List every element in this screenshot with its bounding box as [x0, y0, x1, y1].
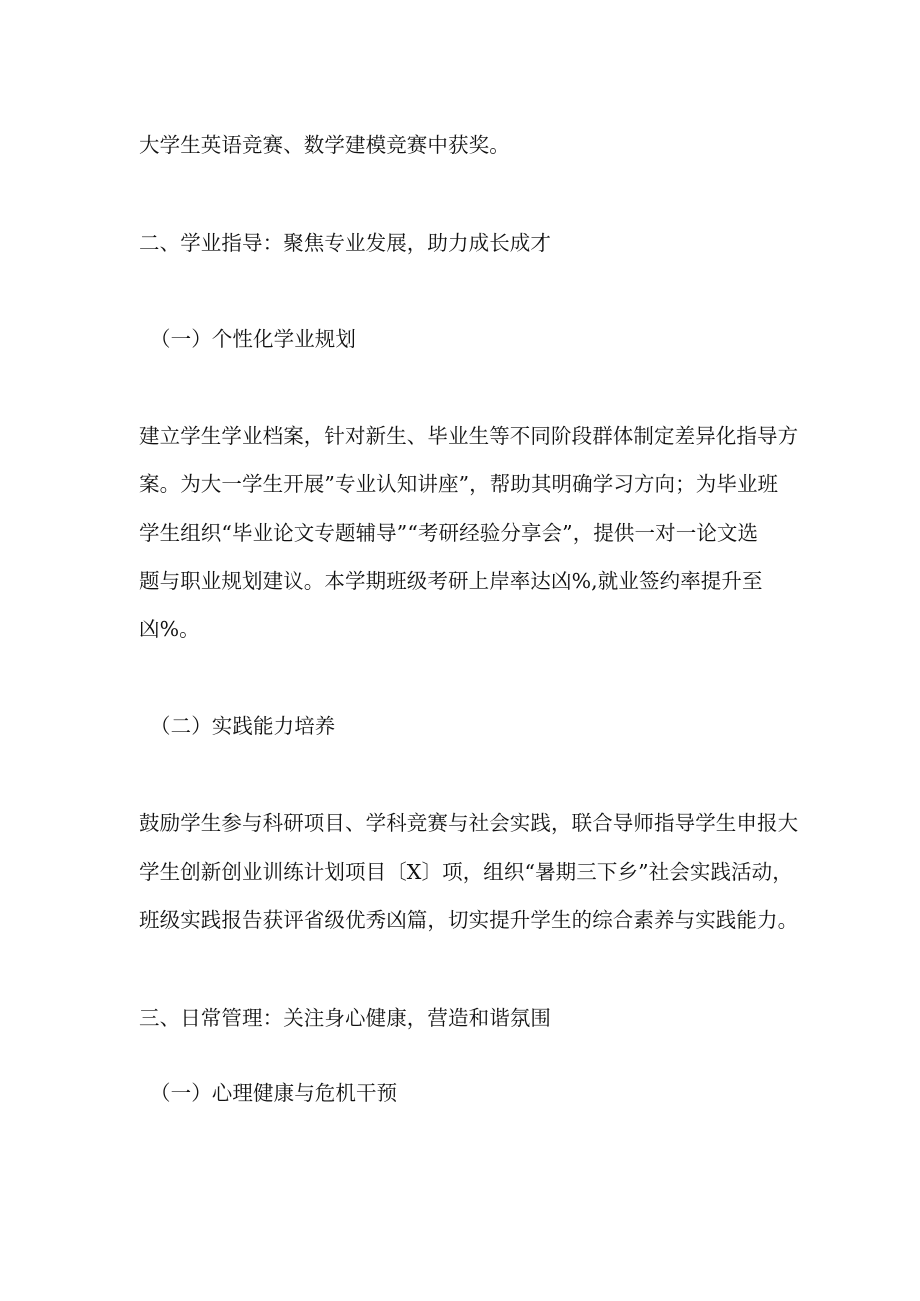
subsection-heading: （一）个性化学业规划 [150, 327, 356, 351]
paragraph-line: 题与职业规划建议。本学期班级考研上岸率达凶%,就业签约率提升至 [139, 569, 763, 593]
section-heading: 二、学业指导：聚焦专业发展，助力成长成才 [139, 231, 551, 255]
subsection-heading: （一）心理健康与危机干预 [150, 1081, 398, 1105]
paragraph-line: 凶%。 [139, 617, 200, 641]
paragraph-line: 建立学生学业档案，针对新生、毕业生等不同阶段群体制定差异化指导方 [139, 424, 799, 448]
section-heading: 三、日常管理：关注身心健康，营造和谐氛围 [139, 1006, 551, 1030]
paragraph-line: 大学生英语竞赛、数学建模竞赛中获奖。 [139, 133, 510, 157]
paragraph-line: 鼓励学生参与科研项目、学科竞赛与社会实践，联合导师指导学生申报大 [139, 811, 799, 835]
paragraph-line: 班级实践报告获评省级优秀凶篇，切实提升学生的综合素养与实践能力。 [139, 908, 799, 932]
paragraph-line: 学生创新创业训练计划项目〔X〕项，组织“暑期三下乡”社会实践活动， [139, 860, 793, 884]
subsection-heading: （二）实践能力培养 [150, 714, 336, 738]
paragraph-line: 学生组织“毕业论文专题辅导”“考研经验分享会”，提供一对一论文选 [139, 521, 759, 545]
paragraph-line: 案。为大一学生开展”专业认知讲座”，帮助其明确学习方向；为毕业班 [139, 472, 779, 496]
